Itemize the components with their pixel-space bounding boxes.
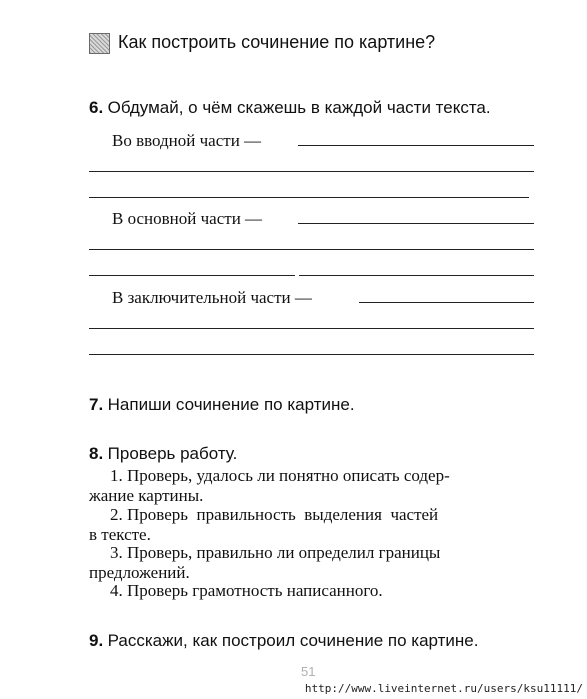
task-text: Напиши сочинение по картине.: [107, 395, 355, 414]
answer-line[interactable]: [359, 302, 534, 303]
check-step-3: [89, 543, 534, 582]
answer-line[interactable]: [298, 145, 534, 146]
task-9: [89, 631, 478, 651]
task-text: Обдумай, о чём скажешь в каждой части текста.: [107, 98, 491, 117]
answer-line[interactable]: [89, 275, 295, 276]
step-line: 2. Проверь правильность выделения частей: [110, 505, 439, 524]
page-number: 51: [301, 664, 316, 679]
pencil-icon: [89, 33, 110, 54]
step-line: в тексте.: [89, 524, 151, 544]
main-label: В основной части —: [112, 209, 263, 228]
task-7: [89, 395, 355, 415]
check-step-2: [89, 505, 534, 544]
task-number: 7.: [89, 395, 104, 414]
task-number: 6.: [89, 98, 104, 117]
step-line: 1. Проверь, удалось ли понятно описать содер-: [110, 466, 450, 485]
answer-line[interactable]: [89, 249, 534, 250]
task-8: [89, 444, 237, 464]
task-text: Расскажи, как построил сочинение по картине.: [107, 631, 479, 650]
step-line: предложений.: [89, 562, 190, 582]
answer-line[interactable]: [89, 354, 534, 355]
check-step-1: [89, 466, 534, 505]
section-title: Как построить сочинение по картине?: [118, 32, 436, 52]
answer-line[interactable]: [298, 223, 534, 224]
task-number: 9.: [89, 631, 104, 650]
step-line: жание картины.: [89, 485, 204, 505]
check-step-4: 4. Проверь грамотность написанного.: [110, 581, 383, 600]
step-line: 3. Проверь, правильно ли определил границы: [110, 543, 441, 562]
watermark-url: http://www.liveinternet.ru/users/ksu11111/: [304, 682, 583, 695]
answer-line[interactable]: [89, 328, 534, 329]
task-6: [89, 98, 491, 118]
task-text: Проверь работу.: [107, 444, 238, 463]
answer-line[interactable]: [89, 197, 529, 198]
answer-line[interactable]: [299, 275, 534, 276]
answer-line[interactable]: [89, 171, 534, 172]
intro-label: Во вводной части —: [112, 131, 262, 150]
final-label: В заключительной части —: [112, 288, 312, 307]
task-number: 8.: [89, 444, 104, 463]
